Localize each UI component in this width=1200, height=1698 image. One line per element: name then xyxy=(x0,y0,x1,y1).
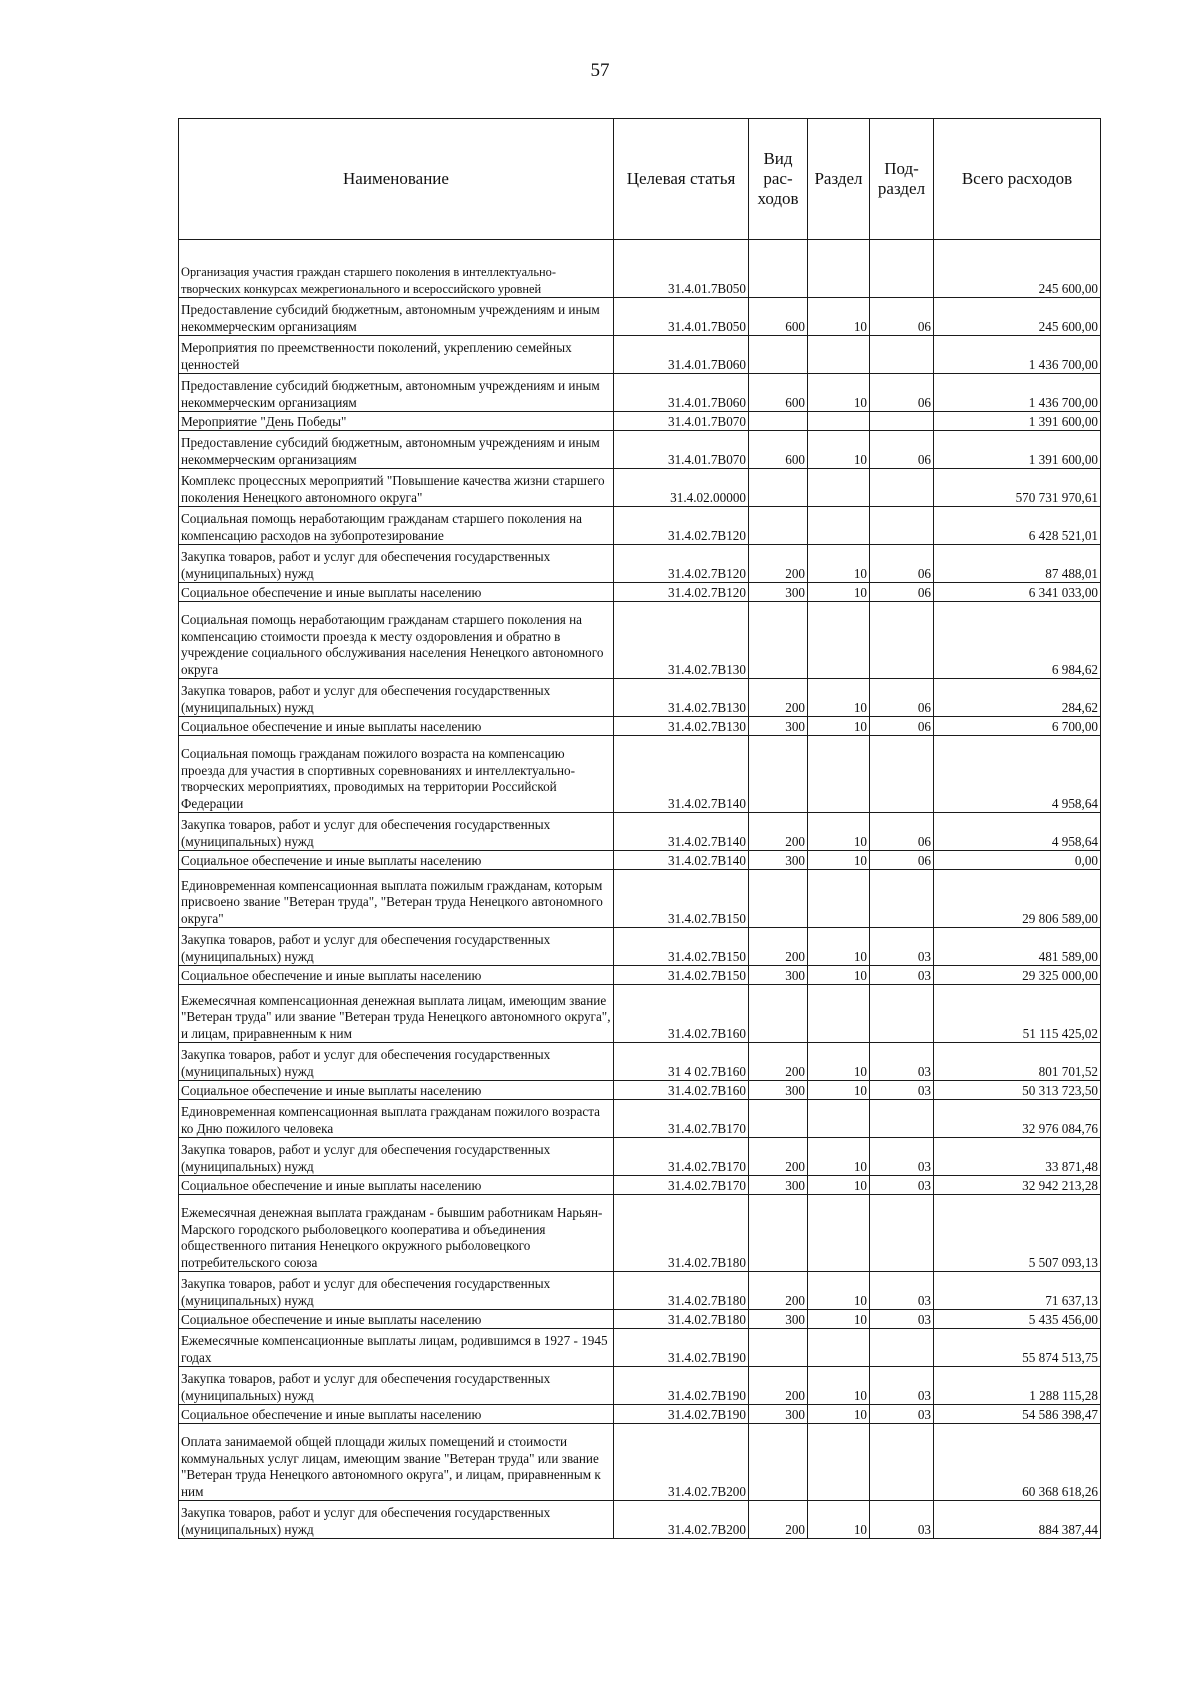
row-target-code-cell: 31.4.02.7В140 xyxy=(614,736,749,813)
row-podrazdel-cell: 06 xyxy=(870,679,934,717)
header-vid xyxy=(749,119,808,240)
row-total-cell: 1 436 700,00 xyxy=(934,336,1101,374)
row-vid-cell: 200 xyxy=(749,1043,808,1081)
row-target-code-cell: 31.4.02.00000 xyxy=(614,469,749,507)
row-name-cell: Предоставление субсидий бюджетным, автономным учреждениям и иным некоммерческим организациям xyxy=(179,374,614,412)
row-target-code-cell: 31.4.02.7В170 xyxy=(614,1100,749,1138)
row-vid-cell: 200 xyxy=(749,679,808,717)
row-target-code-cell: 31.4.01.7В050 xyxy=(614,240,749,298)
row-target-code-cell: 31.4.02.7В150 xyxy=(614,928,749,966)
table-row xyxy=(179,1176,1101,1195)
table-row xyxy=(179,717,1101,736)
row-vid-cell: 300 xyxy=(749,1405,808,1424)
row-vid-cell: 200 xyxy=(749,1138,808,1176)
row-name-cell: Социальное обеспечение и иные выплаты населению xyxy=(179,583,614,602)
table-row xyxy=(179,583,1101,602)
row-podrazdel-cell: 06 xyxy=(870,545,934,583)
row-target-code-cell: 31.4.02.7В120 xyxy=(614,545,749,583)
row-total-cell: 6 984,62 xyxy=(934,602,1101,679)
table-row xyxy=(179,1501,1101,1539)
table-row xyxy=(179,1043,1101,1081)
row-name-cell: Закупка товаров, работ и услуг для обеспечения государственных (муниципальных) нужд xyxy=(179,679,614,717)
row-target-code-cell: 31.4.02.7В190 xyxy=(614,1329,749,1367)
row-target-code-cell: 31.4.02.7В160 xyxy=(614,1081,749,1100)
row-name-cell: Ежемесячная денежная выплата гражданам - бывшим работникам Нарьян-Марского городского рыболовецкого кооператива и объединения общественного питания Ненецкого окружного рыболовецкого потребительского союза xyxy=(179,1195,614,1272)
table-row xyxy=(179,851,1101,870)
row-vid-cell: 300 xyxy=(749,1081,808,1100)
row-razdel-cell xyxy=(808,1424,870,1501)
row-podrazdel-cell xyxy=(870,469,934,507)
row-total-cell: 32 976 084,76 xyxy=(934,1100,1101,1138)
row-name-cell: Закупка товаров, работ и услуг для обеспечения государственных (муниципальных) нужд xyxy=(179,1138,614,1176)
row-vid-cell: 300 xyxy=(749,1176,808,1195)
row-podrazdel-cell xyxy=(870,240,934,298)
row-razdel-cell: 10 xyxy=(808,679,870,717)
row-name-cell: Социальное обеспечение и иные выплаты населению xyxy=(179,1405,614,1424)
header-vid-line2: рас- xyxy=(763,169,793,188)
row-name-cell: Единовременная компенсационная выплата пожилым гражданам, которым присвоено звание "Ветеран труда", "Ветеран труда Ненецкого автономного округа" xyxy=(179,870,614,928)
row-vid-cell xyxy=(749,469,808,507)
row-total-cell: 481 589,00 xyxy=(934,928,1101,966)
row-vid-cell xyxy=(749,1329,808,1367)
table-row xyxy=(179,736,1101,813)
row-podrazdel-cell: 03 xyxy=(870,1138,934,1176)
row-name-cell: Закупка товаров, работ и услуг для обеспечения государственных (муниципальных) нужд xyxy=(179,928,614,966)
row-vid-cell: 300 xyxy=(749,966,808,985)
row-total-cell: 884 387,44 xyxy=(934,1501,1101,1539)
row-podrazdel-cell: 06 xyxy=(870,374,934,412)
row-vid-cell xyxy=(749,870,808,928)
row-target-code-cell: 31.4.01.7В060 xyxy=(614,336,749,374)
row-target-code-cell: 31.4.02.7В130 xyxy=(614,679,749,717)
page-number: 57 xyxy=(590,60,610,81)
row-name-cell: Предоставление субсидий бюджетным, автономным учреждениям и иным некоммерческим организациям xyxy=(179,431,614,469)
row-target-code-cell: 31.4.02.7В170 xyxy=(614,1138,749,1176)
row-podrazdel-cell xyxy=(870,336,934,374)
row-total-cell: 245 600,00 xyxy=(934,298,1101,336)
row-total-cell: 0,00 xyxy=(934,851,1101,870)
row-name-cell: Мероприятие "День Победы" xyxy=(179,412,614,431)
row-name-cell: Ежемесячная компенсационная денежная выплата лицам, имеющим звание "Ветеран труда" или звание "Ветеран труда Ненецкого автономного округа", и лицам, приравненным к ним xyxy=(179,985,614,1043)
row-podrazdel-cell: 03 xyxy=(870,1501,934,1539)
row-name-cell: Социальная помощь неработающим гражданам старшего поколения на компенсацию стоимости проезда к месту оздоровления и обратно в учреждение социального обслуживания населения Ненецкого автономного округа xyxy=(179,602,614,679)
row-razdel-cell: 10 xyxy=(808,966,870,985)
row-target-code-cell: 31.4.01.7В070 xyxy=(614,431,749,469)
row-razdel-cell xyxy=(808,240,870,298)
row-total-cell: 5 435 456,00 xyxy=(934,1310,1101,1329)
row-razdel-cell xyxy=(808,1329,870,1367)
row-total-cell: 50 313 723,50 xyxy=(934,1081,1101,1100)
table-row xyxy=(179,240,1101,298)
row-target-code-cell: 31.4.02.7В180 xyxy=(614,1195,749,1272)
row-vid-cell: 600 xyxy=(749,298,808,336)
row-total-cell: 6 428 521,01 xyxy=(934,507,1101,545)
row-total-cell: 29 806 589,00 xyxy=(934,870,1101,928)
row-total-cell: 6 700,00 xyxy=(934,717,1101,736)
table-row xyxy=(179,928,1101,966)
row-total-cell: 284,62 xyxy=(934,679,1101,717)
row-vid-cell: 200 xyxy=(749,545,808,583)
row-target-code-cell: 31.4.02.7В190 xyxy=(614,1405,749,1424)
row-razdel-cell: 10 xyxy=(808,545,870,583)
row-name-cell: Комплекс процессных мероприятий "Повышение качества жизни старшего поколения Ненецкого автономного округа" xyxy=(179,469,614,507)
row-target-code-cell: 31.4.02.7В150 xyxy=(614,966,749,985)
row-name-cell: Закупка товаров, работ и услуг для обеспечения государственных (муниципальных) нужд xyxy=(179,1043,614,1081)
row-total-cell: 1 288 115,28 xyxy=(934,1367,1101,1405)
row-total-cell: 54 586 398,47 xyxy=(934,1405,1101,1424)
table-row xyxy=(179,870,1101,928)
row-target-code-cell: 31.4.02.7В200 xyxy=(614,1501,749,1539)
row-total-cell: 29 325 000,00 xyxy=(934,966,1101,985)
row-razdel-cell xyxy=(808,602,870,679)
row-podrazdel-cell xyxy=(870,985,934,1043)
row-total-cell: 1 436 700,00 xyxy=(934,374,1101,412)
row-target-code-cell: 31.4.02.7В120 xyxy=(614,507,749,545)
row-podrazdel-cell: 03 xyxy=(870,1176,934,1195)
row-podrazdel-cell xyxy=(870,602,934,679)
row-podrazdel-cell xyxy=(870,1424,934,1501)
row-razdel-cell: 10 xyxy=(808,1043,870,1081)
header-vid-line1: Вид xyxy=(763,149,793,168)
table-row xyxy=(179,1138,1101,1176)
header-target: Целевая статья xyxy=(614,119,749,240)
row-name-cell: Социальное обеспечение и иные выплаты населению xyxy=(179,1081,614,1100)
table-row xyxy=(179,374,1101,412)
row-total-cell: 570 731 970,61 xyxy=(934,469,1101,507)
row-target-code-cell: 31.4.01.7В070 xyxy=(614,412,749,431)
row-target-code-cell: 31.4.02.7В140 xyxy=(614,813,749,851)
row-vid-cell xyxy=(749,240,808,298)
row-razdel-cell: 10 xyxy=(808,1367,870,1405)
row-razdel-cell xyxy=(808,1100,870,1138)
table-header-row xyxy=(179,119,1101,240)
table-row xyxy=(179,1272,1101,1310)
row-name-cell: Социальное обеспечение и иные выплаты населению xyxy=(179,1176,614,1195)
table-row xyxy=(179,1405,1101,1424)
row-name-cell: Социальное обеспечение и иные выплаты населению xyxy=(179,717,614,736)
row-total-cell: 6 341 033,00 xyxy=(934,583,1101,602)
row-razdel-cell xyxy=(808,985,870,1043)
row-razdel-cell: 10 xyxy=(808,1138,870,1176)
table-row xyxy=(179,1329,1101,1367)
row-total-cell: 4 958,64 xyxy=(934,813,1101,851)
row-name-cell: Закупка товаров, работ и услуг для обеспечения государственных (муниципальных) нужд xyxy=(179,1367,614,1405)
row-razdel-cell: 10 xyxy=(808,1176,870,1195)
row-vid-cell xyxy=(749,602,808,679)
row-podrazdel-cell: 06 xyxy=(870,851,934,870)
row-razdel-cell: 10 xyxy=(808,298,870,336)
row-vid-cell: 200 xyxy=(749,1367,808,1405)
row-total-cell: 55 874 513,75 xyxy=(934,1329,1101,1367)
table-row xyxy=(179,545,1101,583)
row-name-cell: Закупка товаров, работ и услуг для обеспечения государственных (муниципальных) нужд xyxy=(179,813,614,851)
row-name-cell: Социальная помощь неработающим гражданам старшего поколения на компенсацию расходов на зубопротезирование xyxy=(179,507,614,545)
row-name-cell: Организация участия граждан старшего поколения в интеллектуально-творческих конкурсах межрегионального и всероссийского уровней xyxy=(179,240,614,298)
table-row xyxy=(179,1310,1101,1329)
row-podrazdel-cell: 03 xyxy=(870,1405,934,1424)
table-row xyxy=(179,1424,1101,1501)
row-vid-cell: 200 xyxy=(749,1272,808,1310)
row-target-code-cell: 31.4.02.7В120 xyxy=(614,583,749,602)
table-row xyxy=(179,469,1101,507)
row-name-cell: Закупка товаров, работ и услуг для обеспечения государственных (муниципальных) нужд xyxy=(179,1272,614,1310)
row-podrazdel-cell xyxy=(870,1329,934,1367)
row-total-cell: 87 488,01 xyxy=(934,545,1101,583)
row-total-cell: 51 115 425,02 xyxy=(934,985,1101,1043)
row-target-code-cell: 31.4.02.7В140 xyxy=(614,851,749,870)
table-row xyxy=(179,1081,1101,1100)
row-target-code-cell: 31.4.02.7В170 xyxy=(614,1176,749,1195)
table-row xyxy=(179,336,1101,374)
row-vid-cell xyxy=(749,985,808,1043)
row-podrazdel-cell: 03 xyxy=(870,1043,934,1081)
table-row xyxy=(179,966,1101,985)
row-total-cell: 801 701,52 xyxy=(934,1043,1101,1081)
row-podrazdel-cell: 03 xyxy=(870,966,934,985)
row-razdel-cell xyxy=(808,507,870,545)
row-podrazdel-cell: 06 xyxy=(870,717,934,736)
row-razdel-cell: 10 xyxy=(808,1081,870,1100)
row-vid-cell: 600 xyxy=(749,431,808,469)
row-razdel-cell xyxy=(808,336,870,374)
row-target-code-cell: 31.4.02.7В180 xyxy=(614,1310,749,1329)
row-vid-cell xyxy=(749,1195,808,1272)
row-vid-cell xyxy=(749,412,808,431)
table-row xyxy=(179,1195,1101,1272)
table-row xyxy=(179,679,1101,717)
row-vid-cell xyxy=(749,336,808,374)
row-podrazdel-cell: 03 xyxy=(870,1367,934,1405)
row-razdel-cell: 10 xyxy=(808,1310,870,1329)
row-vid-cell: 600 xyxy=(749,374,808,412)
row-vid-cell: 200 xyxy=(749,813,808,851)
budget-table xyxy=(178,118,1101,1539)
row-podrazdel-cell: 06 xyxy=(870,813,934,851)
header-podrazdel-line1: Под- xyxy=(884,159,919,178)
row-podrazdel-cell xyxy=(870,412,934,431)
row-total-cell: 5 507 093,13 xyxy=(934,1195,1101,1272)
row-target-code-cell: 31.4.02.7В150 xyxy=(614,870,749,928)
table-row xyxy=(179,985,1101,1043)
row-vid-cell: 300 xyxy=(749,1310,808,1329)
row-razdel-cell: 10 xyxy=(808,374,870,412)
row-razdel-cell: 10 xyxy=(808,928,870,966)
row-razdel-cell: 10 xyxy=(808,431,870,469)
row-vid-cell: 300 xyxy=(749,851,808,870)
row-total-cell: 71 637,13 xyxy=(934,1272,1101,1310)
table-row xyxy=(179,431,1101,469)
header-total: Всего расходов xyxy=(934,119,1101,240)
row-target-code-cell: 31.4.02.7В200 xyxy=(614,1424,749,1501)
header-name: Наименование xyxy=(179,119,614,240)
row-podrazdel-cell: 03 xyxy=(870,928,934,966)
row-total-cell: 1 391 600,00 xyxy=(934,412,1101,431)
row-name-cell: Единовременная компенсационная выплата гражданам пожилого возраста ко Дню пожилого человека xyxy=(179,1100,614,1138)
row-vid-cell xyxy=(749,507,808,545)
table-row xyxy=(179,1367,1101,1405)
row-total-cell: 32 942 213,28 xyxy=(934,1176,1101,1195)
row-name-cell: Закупка товаров, работ и услуг для обеспечения государственных (муниципальных) нужд xyxy=(179,545,614,583)
row-name-cell: Социальное обеспечение и иные выплаты населению xyxy=(179,851,614,870)
row-name-cell: Предоставление субсидий бюджетным, автономным учреждениям и иным некоммерческим организациям xyxy=(179,298,614,336)
header-podrazdel-line2: раздел xyxy=(877,179,926,198)
header-vid-line3: ходов xyxy=(757,189,799,208)
table-row xyxy=(179,602,1101,679)
row-podrazdel-cell: 03 xyxy=(870,1310,934,1329)
row-total-cell: 245 600,00 xyxy=(934,240,1101,298)
row-podrazdel-cell: 06 xyxy=(870,298,934,336)
row-name-cell: Социальное обеспечение и иные выплаты населению xyxy=(179,1310,614,1329)
row-razdel-cell: 10 xyxy=(808,851,870,870)
table-row xyxy=(179,412,1101,431)
row-target-code-cell: 31.4.02.7В190 xyxy=(614,1367,749,1405)
row-vid-cell xyxy=(749,736,808,813)
row-podrazdel-cell: 03 xyxy=(870,1081,934,1100)
table-row xyxy=(179,813,1101,851)
row-podrazdel-cell: 06 xyxy=(870,431,934,469)
row-podrazdel-cell xyxy=(870,507,934,545)
row-razdel-cell: 10 xyxy=(808,1501,870,1539)
row-razdel-cell xyxy=(808,469,870,507)
row-razdel-cell xyxy=(808,736,870,813)
row-target-code-cell: 31.4.02.7В130 xyxy=(614,602,749,679)
row-total-cell: 60 368 618,26 xyxy=(934,1424,1101,1501)
row-podrazdel-cell xyxy=(870,1100,934,1138)
row-vid-cell: 300 xyxy=(749,583,808,602)
row-target-code-cell: 31.4.01.7В060 xyxy=(614,374,749,412)
row-podrazdel-cell xyxy=(870,736,934,813)
row-razdel-cell xyxy=(808,412,870,431)
row-razdel-cell: 10 xyxy=(808,813,870,851)
row-name-cell: Ежемесячные компенсационные выплаты лицам, родившимся в 1927 - 1945 годах xyxy=(179,1329,614,1367)
row-name-cell: Мероприятия по преемственности поколений, укреплению семейных ценностей xyxy=(179,336,614,374)
row-name-cell: Социальная помощь гражданам пожилого возраста на компенсацию проезда для участия в спортивных соревнованиях и интеллектуально-творческих мероприятиях, проводимых на территории Российской Федерации xyxy=(179,736,614,813)
table-row xyxy=(179,298,1101,336)
table-body xyxy=(179,240,1101,1539)
row-podrazdel-cell xyxy=(870,870,934,928)
row-vid-cell xyxy=(749,1424,808,1501)
row-razdel-cell: 10 xyxy=(808,1272,870,1310)
row-total-cell: 33 871,48 xyxy=(934,1138,1101,1176)
row-target-code-cell: 31.4.02.7В160 xyxy=(614,985,749,1043)
row-name-cell: Оплата занимаемой общей площади жилых помещений и стоимости коммунальных услуг лицам, имеющим звание "Ветеран труда" или звание "Ветеран труда Ненецкого автономного округа", и лицам, приравненным к ним xyxy=(179,1424,614,1501)
row-target-code-cell: 31.4.01.7В050 xyxy=(614,298,749,336)
row-vid-cell: 200 xyxy=(749,1501,808,1539)
row-vid-cell: 200 xyxy=(749,928,808,966)
row-name-cell: Социальное обеспечение и иные выплаты населению xyxy=(179,966,614,985)
row-podrazdel-cell xyxy=(870,1195,934,1272)
row-razdel-cell: 10 xyxy=(808,1405,870,1424)
row-vid-cell xyxy=(749,1100,808,1138)
header-podrazdel xyxy=(870,119,934,240)
row-razdel-cell: 10 xyxy=(808,717,870,736)
header-razdel: Раздел xyxy=(808,119,870,240)
table-row xyxy=(179,1100,1101,1138)
row-total-cell: 4 958,64 xyxy=(934,736,1101,813)
row-name-cell: Закупка товаров, работ и услуг для обеспечения государственных (муниципальных) нужд xyxy=(179,1501,614,1539)
row-vid-cell: 300 xyxy=(749,717,808,736)
row-razdel-cell xyxy=(808,1195,870,1272)
row-target-code-cell: 31.4.02.7В130 xyxy=(614,717,749,736)
row-razdel-cell: 10 xyxy=(808,583,870,602)
row-podrazdel-cell: 06 xyxy=(870,583,934,602)
table-row xyxy=(179,507,1101,545)
row-target-code-cell: 31 4 02.7В160 xyxy=(614,1043,749,1081)
row-podrazdel-cell: 03 xyxy=(870,1272,934,1310)
row-razdel-cell xyxy=(808,870,870,928)
row-total-cell: 1 391 600,00 xyxy=(934,431,1101,469)
row-target-code-cell: 31.4.02.7В180 xyxy=(614,1272,749,1310)
